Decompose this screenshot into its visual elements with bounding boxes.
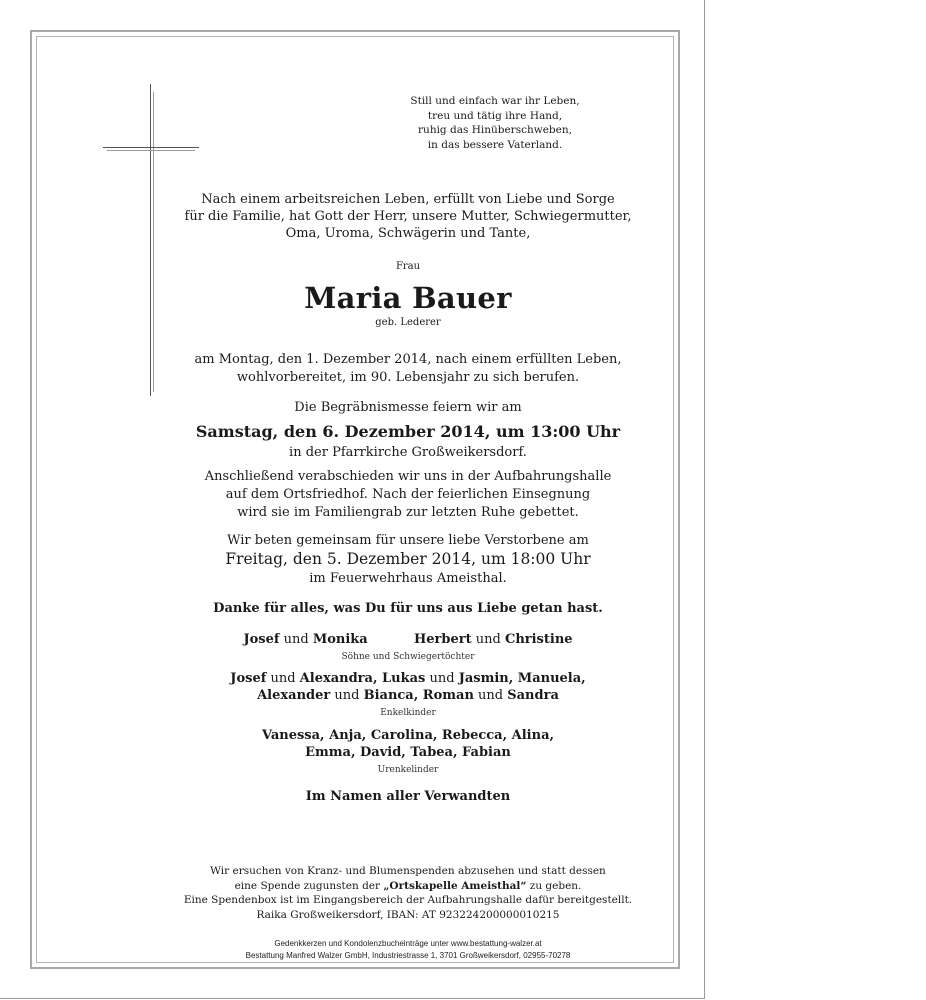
- funeral-intro: Die Begräbnismesse feiern wir am: [294, 400, 522, 415]
- grandchild-name: Sandra: [507, 688, 559, 703]
- bank-details: Raika Großweikersdorf, IBAN: AT 923224200000010215: [256, 908, 560, 921]
- death-line: wohlvorbereitet, im 90. Lebensjahr zu sich berufen.: [236, 370, 580, 385]
- intro-text: [120, 191, 696, 242]
- deceased-name: Maria Bauer: [304, 281, 512, 315]
- sons-caption: Söhne und Schwiegertöchter: [341, 652, 475, 662]
- donation-line: Eine Spendenbox ist im Eingangsbereich der Aufbahrungshalle dafür bereitgestellt.: [183, 894, 633, 906]
- footer-line: Bestattung Manfred Walzer GmbH, Industriestrasse 1, 3701 Großweikersdorf, 02955-70278: [245, 951, 571, 960]
- grandchildren-caption: Enkelkinder: [380, 708, 436, 718]
- daughter-in-law-name: Monika: [312, 632, 368, 647]
- poem-line: Still und einfach war ihr Leben,: [410, 95, 580, 107]
- grandchild-name: Bianca, Roman: [363, 688, 474, 703]
- and-word: und: [429, 671, 455, 686]
- great-grandchildren-row: [120, 728, 696, 743]
- footer-line: Gedenkkerzen und Kondolenzbucheinträge unter www.bestattung-walzer.at: [274, 939, 542, 948]
- grandchild-name: Alexander: [257, 688, 331, 703]
- sons-row: [120, 632, 696, 647]
- grandchild-name: Jasmin, Manuela,: [458, 671, 586, 686]
- donation-line: Wir ersuchen von Kranz- und Blumenspenden abzusehen und statt dessen: [210, 865, 606, 877]
- prayer-date: Freitag, den 5. Dezember 2014, um 18:00 Uhr: [225, 550, 591, 568]
- donation-notice: [120, 864, 696, 922]
- and-word: und: [478, 688, 504, 703]
- poem-line: treu und tätig ihre Hand,: [427, 109, 563, 122]
- farewell-line: wird sie im Familiengrab zur letzten Ruhe gebettet.: [237, 505, 579, 520]
- great-grandchildren-caption: Urenkelinder: [377, 765, 439, 775]
- poem-line: ruhig das Hinüberschweben,: [418, 124, 572, 136]
- death-notice: [120, 351, 696, 387]
- farewell-line: Anschließend verabschieden wir uns in der Aufbahrungshalle: [204, 469, 612, 484]
- funeral-date: Samstag, den 6. Dezember 2014, um 13:00 Uhr: [195, 422, 621, 441]
- and-word: und: [283, 632, 309, 647]
- and-word: und: [334, 688, 360, 703]
- and-word: und: [270, 671, 296, 686]
- poem-line: in das bessere Vaterland.: [427, 138, 563, 151]
- son-name: Herbert: [413, 632, 472, 647]
- death-line: am Montag, den 1. Dezember 2014, nach einem erfüllten Leben,: [194, 352, 622, 367]
- memorial-poem: [400, 94, 590, 152]
- birth-name: geb. Lederer: [375, 317, 441, 328]
- farewell-text: [120, 468, 696, 522]
- deceased-title: Frau: [395, 261, 421, 272]
- grandchild-name: Josef: [230, 671, 267, 686]
- grandchild-name: Alexandra, Lukas: [299, 671, 426, 686]
- son-name: Josef: [243, 632, 280, 647]
- all-relatives: Im Namen aller Verwandten: [305, 789, 511, 804]
- donation-line: eine Spende zugunsten der „Ortskapelle Ameisthal“ zu geben.: [234, 879, 582, 892]
- great-grandchildren-row: [120, 745, 696, 760]
- daughter-in-law-name: Christine: [504, 632, 573, 647]
- intro-line: Nach einem arbeitsreichen Leben, erfüllt von Liebe und Sorge: [201, 192, 615, 207]
- donation-recipient: „Ortskapelle Ameisthal“: [383, 879, 527, 892]
- great-grandchildren-names: Emma, David, Tabea, Fabian: [305, 745, 511, 760]
- grandchildren-row: [120, 688, 696, 703]
- intro-line: Oma, Uroma, Schwägerin und Tante,: [285, 226, 531, 241]
- and-word: und: [475, 632, 501, 647]
- great-grandchildren-names: Vanessa, Anja, Carolina, Rebecca, Alina,: [261, 728, 555, 743]
- intro-line: für die Familie, hat Gott der Herr, unsere Mutter, Schwiegermutter,: [184, 209, 632, 224]
- funeral-church: in der Pfarrkirche Großweikersdorf.: [289, 445, 527, 460]
- farewell-line: auf dem Ortsfriedhof. Nach der feierlichen Einsegnung: [225, 487, 591, 502]
- footer: [120, 938, 696, 962]
- grandchildren-row: [120, 671, 696, 686]
- prayer-place: im Feuerwehrhaus Ameisthal.: [309, 571, 507, 586]
- prayer-intro: Wir beten gemeinsam für unsere liebe Verstorbene am: [227, 533, 589, 548]
- thanks-line: Danke für alles, was Du für uns aus Liebe getan hast.: [213, 601, 603, 616]
